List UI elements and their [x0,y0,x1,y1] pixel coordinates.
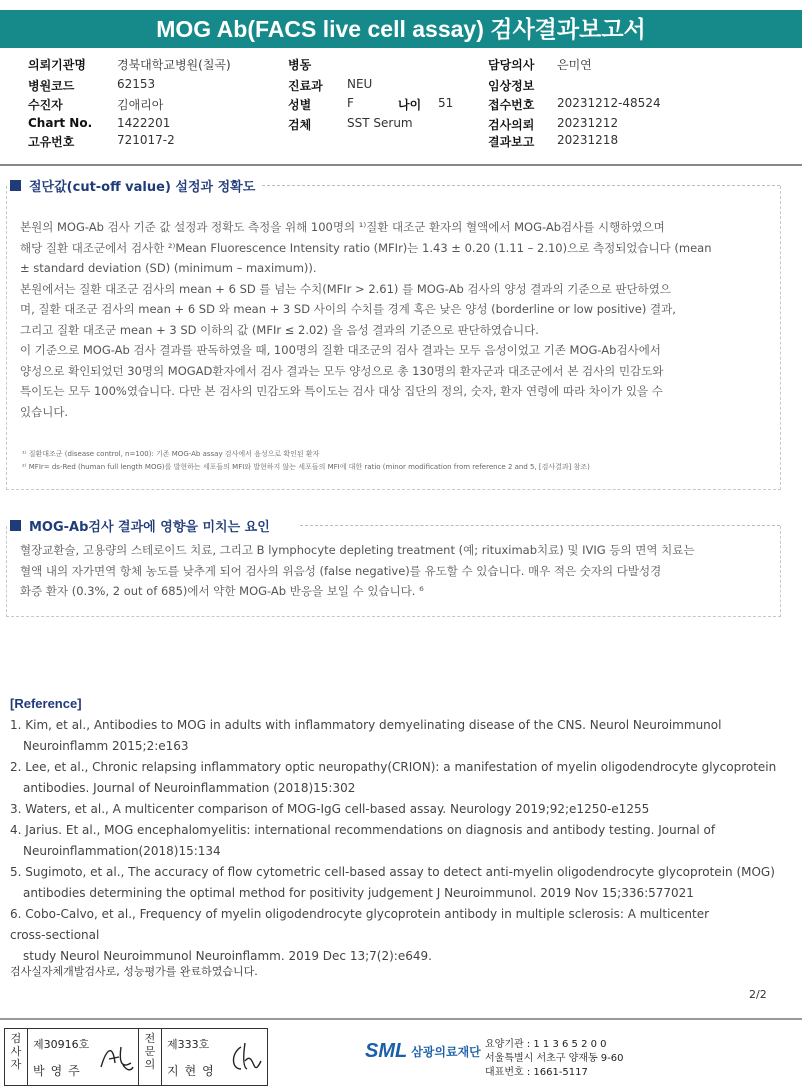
reference-item-cont: Neuroinflammation(2018)15:134 [23,844,221,858]
text-line: 화증 환자 (0.3%, 2 out of 685)에서 약한 MOG-Ab 반응을 보일 수 있습니다. ⁶ [20,584,424,598]
institution-address: 서울특별시 서초구 양재동 9-60 [485,1053,624,1064]
report-title: MOG Ab(FACS live cell assay) 검사결과보고서 [0,10,802,48]
reference-item: 4. Jarius. Et al., MOG encephalomyelitis: international recommendations on diagnosis and antibody testing. Journal of [10,823,716,837]
tester-license-no: 제30916호 [33,1038,90,1051]
section-cutoff-body [20,217,772,422]
ward-label: 병동 [288,58,312,72]
report-date-value: 20231218 [557,133,619,147]
patient-name-label: 수진자 [28,98,63,112]
reference-item: 2. Lee, et al., Chronic relapsing inflammatory optic neuropathy(CRION): a manifestation of myelin oligodendrocyte glycoprotein [10,760,777,774]
chart-no-value: 1422201 [117,116,171,130]
reference-item-cont: study Neurol Neuroimmunol Neuroinflamm. 2019 Dec 13;7(2):e649. [23,949,432,963]
unique-no-value: 721017-2 [117,133,175,147]
specimen-value: SST Serum [347,116,413,130]
reference-item: 3. Waters, et al., A multicenter comparison of MOG-IgG cell-based assay. Neurology 2019;92;e1250-e1255 [10,802,650,816]
specialist-label [138,1029,162,1085]
reference-item-cont: antibodies determining the optimal method for positivity judgement J Neuroimmunol. 2019 Nov 15;336:577021 [23,886,694,900]
doctor-label: 담당의사 [488,58,535,72]
age-value: 51 [438,96,454,110]
report-date-label: 결과보고 [488,135,535,149]
hospital-name-value: 경북대학교병원(칠곡) [117,58,231,72]
signature-box [4,1028,268,1086]
section-factors-title-text: MOG-Ab검사 결과에 영향을 미치는 요인 [29,520,270,535]
institution-code: 요양기관 : 1 1 3 6 5 2 0 0 [485,1039,607,1050]
tester-label [5,1029,28,1085]
reference-item: cross-sectional [10,928,100,942]
reference-item-cont: antibodies. Journal of Neuroinflammation (2018)15:302 [23,781,356,795]
specialist-name: 지현영 [167,1064,220,1078]
text-line: 이 기준으로 MOG-Ab 검사 결과를 판독하였을 때, 100명의 질환 대조군의 검사 결과는 모두 음성이었고 기존 MOG-Ab검사에서 [20,343,661,357]
sex-label: 성별 [288,98,312,112]
text-line: 혈액 내의 자가면역 항체 농도를 낮추게 되어 검사의 위음성 (false negative)를 유도할 수 있습니다. 매우 적은 숫자의 다발성경 [20,563,662,578]
unique-no-label: 고유번호 [28,135,75,149]
institution-phone: 대표번호 : 1661-5117 [485,1067,588,1078]
specialist-signature-icon [227,1039,263,1077]
text-line: 있습니다. [20,404,69,419]
text-line: 해당 질환 대조군에서 검사한 ²⁾Mean Fluorescence Intensity ratio (MFIr)는 1.43 ± 0.20 (1.11 – 2.10)으로 측정되었습니다 (mean [20,240,712,255]
text-line: 특이도는 모두 100%였습니다. 다만 본 검사의 민감도와 특이도는 검사 대상 집단의 정의, 숫자, 환자 연령에 따라 차이가 있을 수 [20,384,663,398]
department-value: NEU [347,77,373,91]
reference-item: 6. Cobo-Calvo, et al., Frequency of myelin oligodendrocyte glycoprotein antibody in multiple sclerosis: A multicenter [10,907,710,921]
doctor-value: 은미연 [557,58,592,72]
hospital-name-label: 의뢰기관명 [28,58,86,72]
reference-item-cont: Neuroinflamm 2015;2:e163 [23,739,189,753]
request-date-value: 20231212 [557,116,619,130]
section-cutoff-title-text: 절단값(cut-off value) 설정과 정확도 [29,180,256,195]
hospital-code-label: 병원코드 [28,79,75,93]
patient-header [0,52,802,166]
patient-name-value: 김애리아 [117,98,164,112]
tester-label-text: 검사자 [10,1032,22,1071]
sex-value: F [347,96,354,110]
validation-note: 검사실자체개발검사로, 성능평가를 완료하였습니다. [10,965,258,978]
foundation-logo [365,1040,481,1063]
foundation-name: 삼광의료재단 [411,1045,481,1059]
reference-title: [Reference] [10,696,82,711]
institution-info [485,1038,624,1080]
text-line: 본원의 MOG-Ab 검사 기준 값 설정과 정확도 측정을 위해 100명의 ¹⁾질환 대조군 환자의 혈액에서 MOG-Ab검사를 시행하였으며 [20,220,665,234]
text-line: 양성으로 확인되었던 30명의 MOGAD환자에서 검사 결과는 모두 양성으로 총 130명의 환자군과 대조군에서 본 검사의 민감도와 [20,363,664,378]
report-footer [0,1018,802,1092]
text-line: ± standard deviation (SD) (minimum – maximum)). [20,261,317,275]
chart-no-label: Chart No. [28,116,93,130]
footnote-1: ¹⁾ 질환대조군 (disease control, n=100): 기존 MOG-Ab assay 검사에서 음성으로 확인된 환자 [22,450,320,458]
receipt-no-label: 접수번호 [488,98,535,112]
text-line: 본원에서는 질환 대조군 검사의 mean + 6 SD 를 넘는 수치(MFIr > 2.61) 를 MOG-Ab 검사의 양성 결과의 기준으로 판단하였으 [20,281,671,296]
sml-logo-text: SML [365,1040,408,1062]
text-line: 며, 질환 대조군 검사의 mean + 6 SD 와 mean + 3 SD 사이의 수치를 경계 혹은 낮은 양성 (borderline or low positive) 결과, [20,302,676,316]
specialist-license-no: 제333호 [167,1038,210,1051]
reference-list [10,715,790,967]
reference-item: 1. Kim, et al., Antibodies to MOG in adults with inflammatory demyelinating disease of the CNS. Neurol Neuroimmunol [10,718,722,732]
section-factors-body [20,540,772,602]
specimen-label: 검체 [288,118,312,132]
tester-name: 박영주 [33,1064,86,1078]
footnote-2: ²⁾ MFIr= ds-Red (human full length MOG)를 발현하는 세포들의 MFI와 발현하지 않는 세포들의 MFI에 대한 ratio (minor modification from reference 2 and 5, [검사결과] 참조) [22,463,590,471]
age-label: 나이 [398,98,422,112]
hospital-code-value: 62153 [117,77,156,91]
text-line: 그리고 질환 대조군 mean + 3 SD 이하의 값 (MFIr ≤ 2.02) 을 음성 결과의 기준으로 판단하였습니다. [20,322,539,337]
text-line: 혈장교환술, 고용량의 스테로이드 치료, 그리고 B lymphocyte depleting treatment (예; rituximab치료) 및 IVIG 등의 면역 치료는 [20,543,695,557]
request-date-label: 검사의뢰 [488,118,535,132]
department-label: 진료과 [288,79,323,93]
specialist-label-text: 전문의 [144,1032,156,1071]
tester-signature-icon [97,1041,135,1077]
page-number: 2/2 [749,988,767,1001]
receipt-no-value: 20231212-48524 [557,96,661,110]
reference-item: 5. Sugimoto, et al., The accuracy of flow cytometric cell-based assay to detect anti-myelin oligodendrocyte glycoprotein (MOG) [10,865,775,879]
clinical-info-label: 임상정보 [488,79,535,93]
